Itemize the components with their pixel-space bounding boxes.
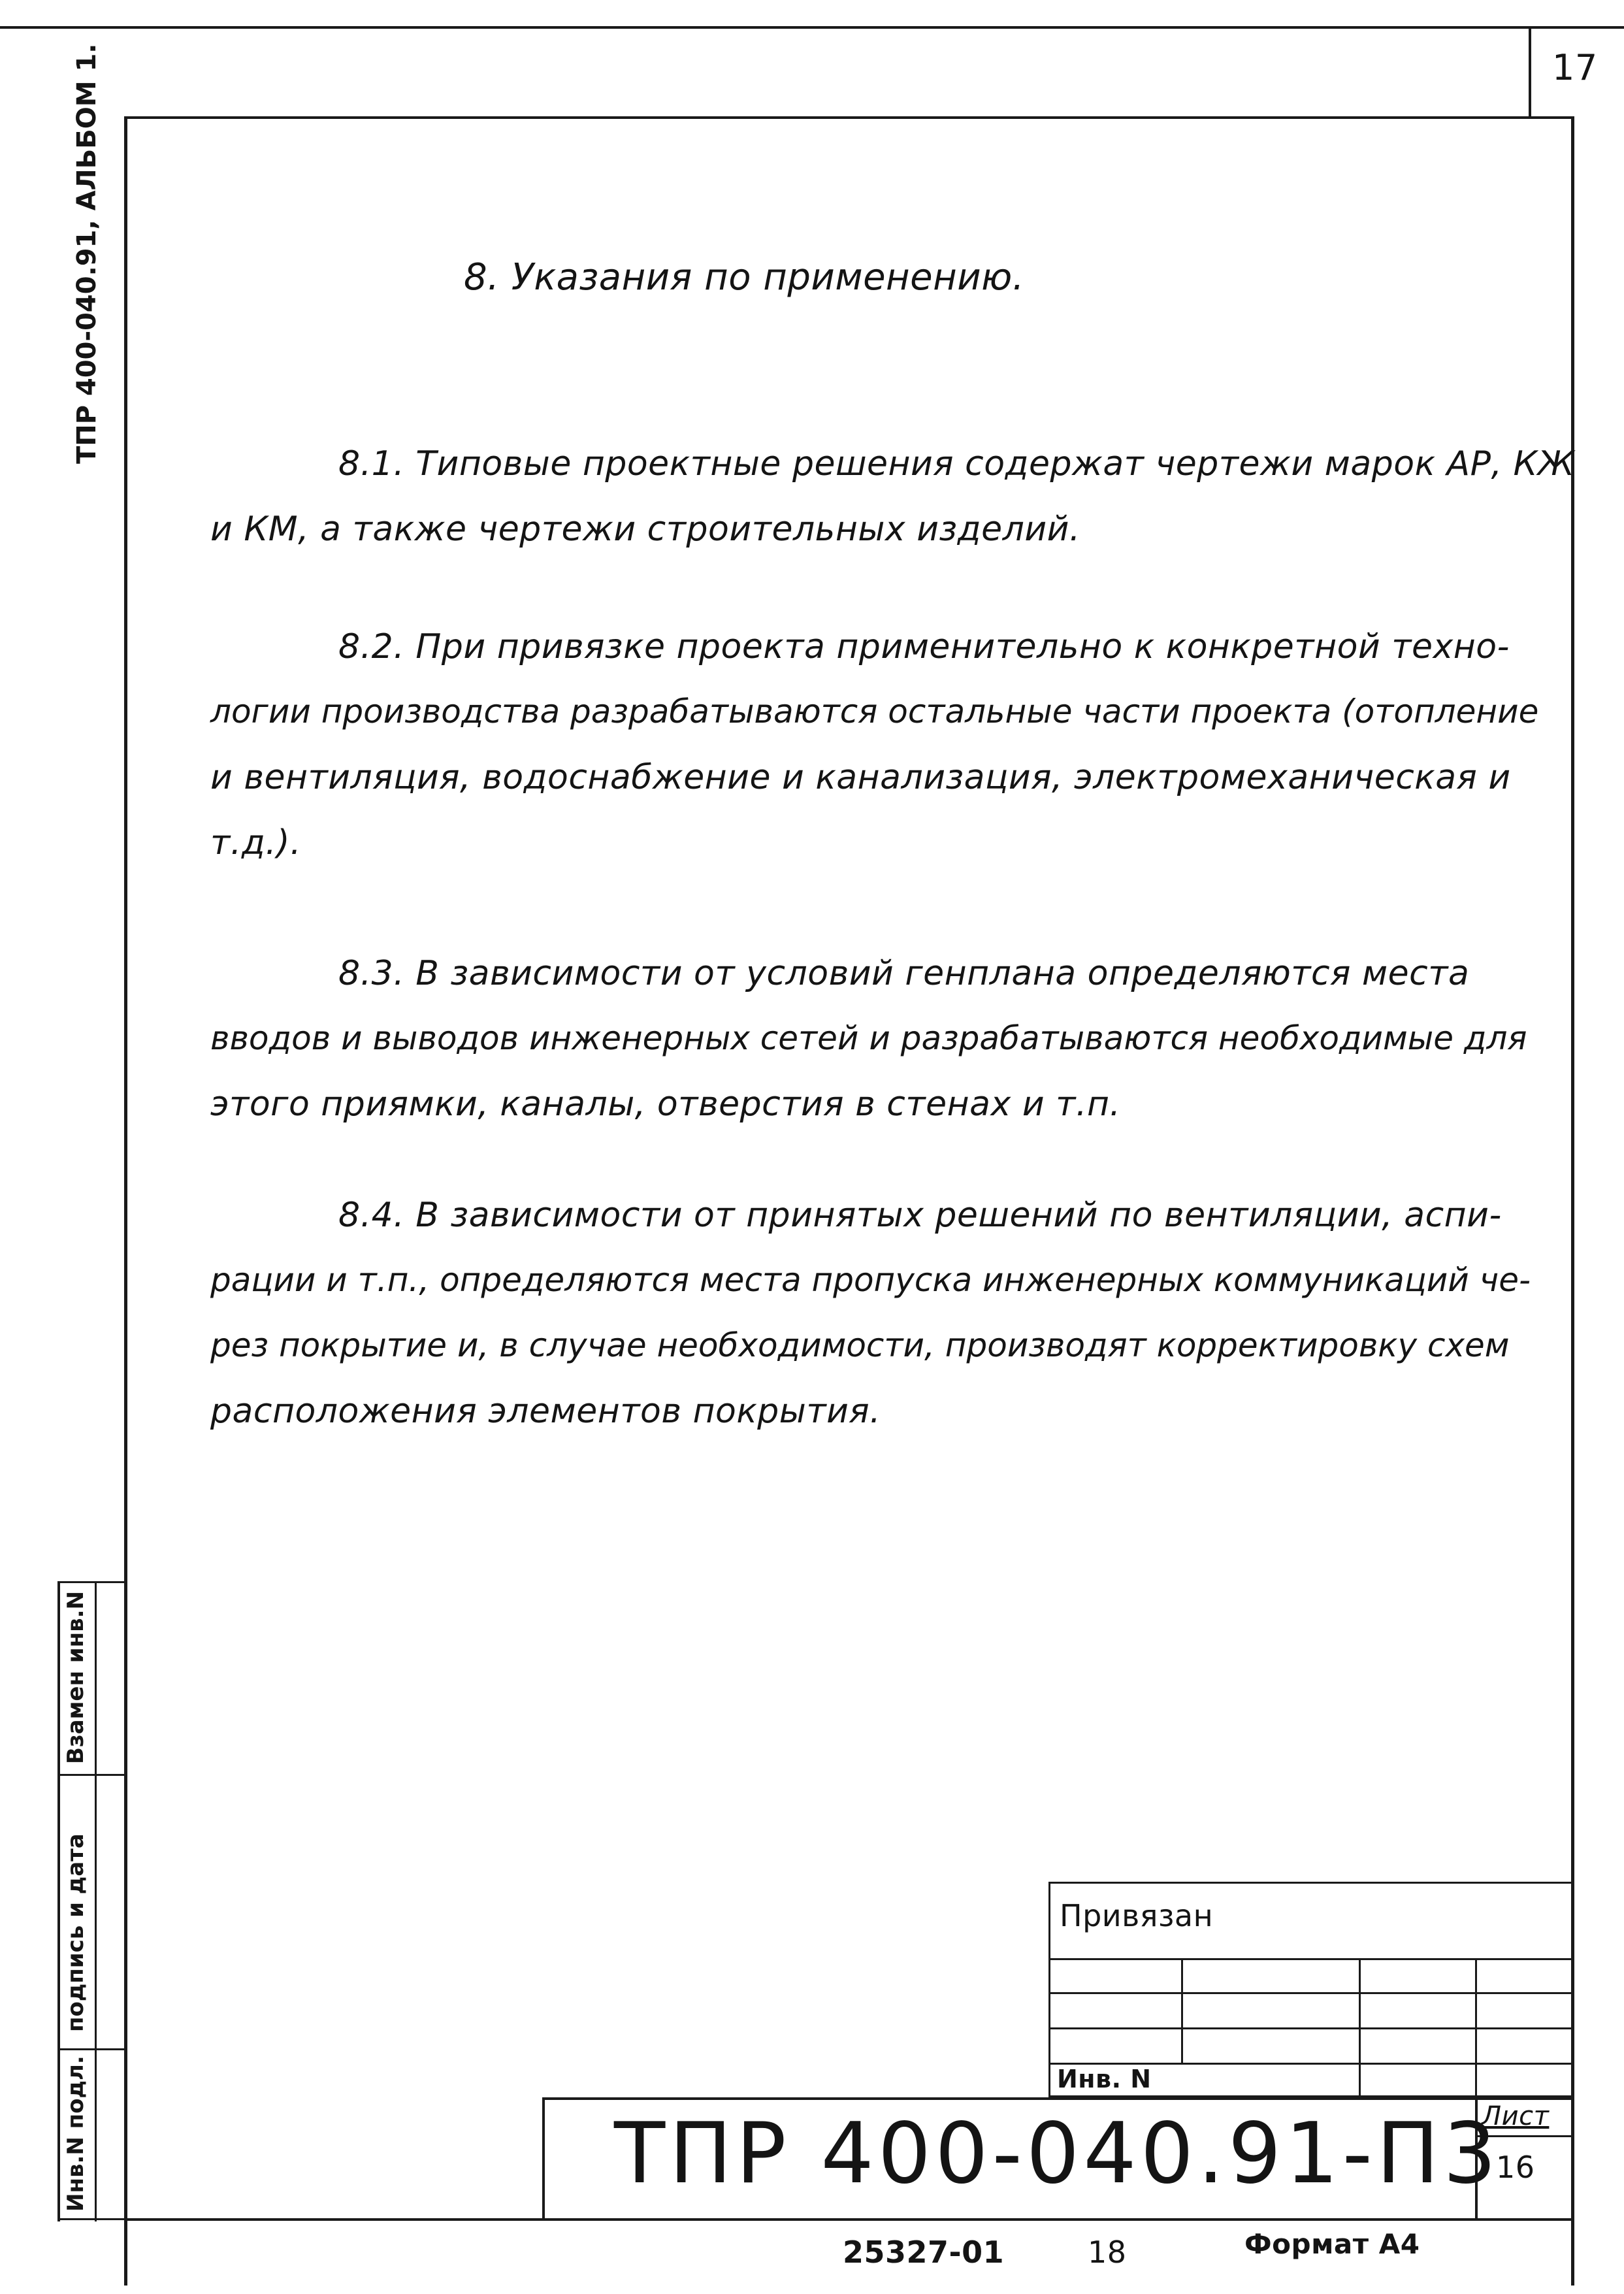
left-stamp-outer — [57, 1581, 60, 2221]
side-stamp: ТПР 400-040.91, АЛЬБОМ 1. — [72, 43, 102, 464]
stamp-inv-orig: Инв.N подл. — [63, 2056, 89, 2212]
p1-line1: 8.1. Типовые проектные решения содержат чертежи марок АР, КЖ — [338, 444, 1575, 483]
p3-line3: этого приямки, каналы, отверстия в стенах и т.п. — [210, 1085, 1121, 1124]
inv-no-label: Инв. N — [1057, 2065, 1152, 2093]
p4-line2: рации и т.п., определяются места пропуска инженерных коммуникаций че- — [210, 1261, 1531, 1299]
p4-line3: рез покрытие и, в случае необходимости, производят корректировку схем — [210, 1326, 1510, 1364]
frame-inner-top — [124, 116, 1571, 119]
frame-bottom — [124, 2218, 1571, 2221]
privyazan-col3 — [1475, 1958, 1477, 2097]
p3-line2: вводов и выводов инженерных сетей и разрабатываются необходимые для — [210, 1019, 1527, 1057]
left-stamp-bottom — [57, 2218, 126, 2220]
privyazan-row1 — [1048, 1958, 1573, 1960]
format-label: Формат А4 — [1244, 2228, 1420, 2260]
privyazan-row2 — [1048, 1992, 1573, 1994]
left-stamp-mid — [95, 1581, 97, 2221]
p3-line1: 8.3. В зависимости от условий генплана определяются места — [338, 954, 1470, 993]
designation: ТПР 400-040.91-П3 — [614, 2105, 1501, 2203]
p1-line2: и КМ, а также чертежи строительных изделий. — [210, 510, 1080, 549]
left-stamp-div2 — [57, 2048, 126, 2050]
top-page-number: 17 — [1552, 47, 1598, 88]
stamp-replace-inv: Взамен инв.N — [63, 1591, 89, 1764]
copy-page-number: 18 — [1088, 2235, 1127, 2270]
sheet-number: 16 — [1496, 2150, 1535, 2185]
sheet-label: Лист — [1482, 2101, 1550, 2131]
privyazan-col2 — [1359, 1958, 1361, 2097]
p2-line4: т.д.). — [210, 823, 302, 862]
archive-number: 25327-01 — [843, 2235, 1005, 2270]
p2-line2: логии производства разрабатываются остальные части проекта (отопление — [210, 693, 1539, 730]
designation-left — [542, 2097, 545, 2220]
privyazan-col1 — [1181, 1958, 1183, 2063]
privyazan-label: Привязан — [1060, 1898, 1214, 1933]
p4-line4: расположения элементов покрытия. — [210, 1392, 881, 1431]
designation-top — [542, 2097, 1573, 2100]
stamp-sign-date: подпись и дата — [63, 1833, 89, 2032]
p2-line3: и вентиляция, водоснабжение и канализация, электромеханическая и — [210, 758, 1511, 797]
section-title: 8. Указания по применению. — [464, 256, 1025, 299]
frame-left — [124, 116, 127, 2286]
privyazan-row3 — [1048, 2027, 1573, 2029]
left-stamp-div1 — [57, 1774, 126, 1776]
left-stamp-top — [57, 1581, 126, 1583]
page-number-box-left — [1529, 26, 1531, 118]
p2-line1: 8.2. При привязке проекта применительно к конкретной техно- — [338, 627, 1510, 666]
frame-top-line — [0, 26, 1624, 29]
p4-line1: 8.4. В зависимости от принятых решений по вентиляции, аспи- — [338, 1196, 1502, 1235]
